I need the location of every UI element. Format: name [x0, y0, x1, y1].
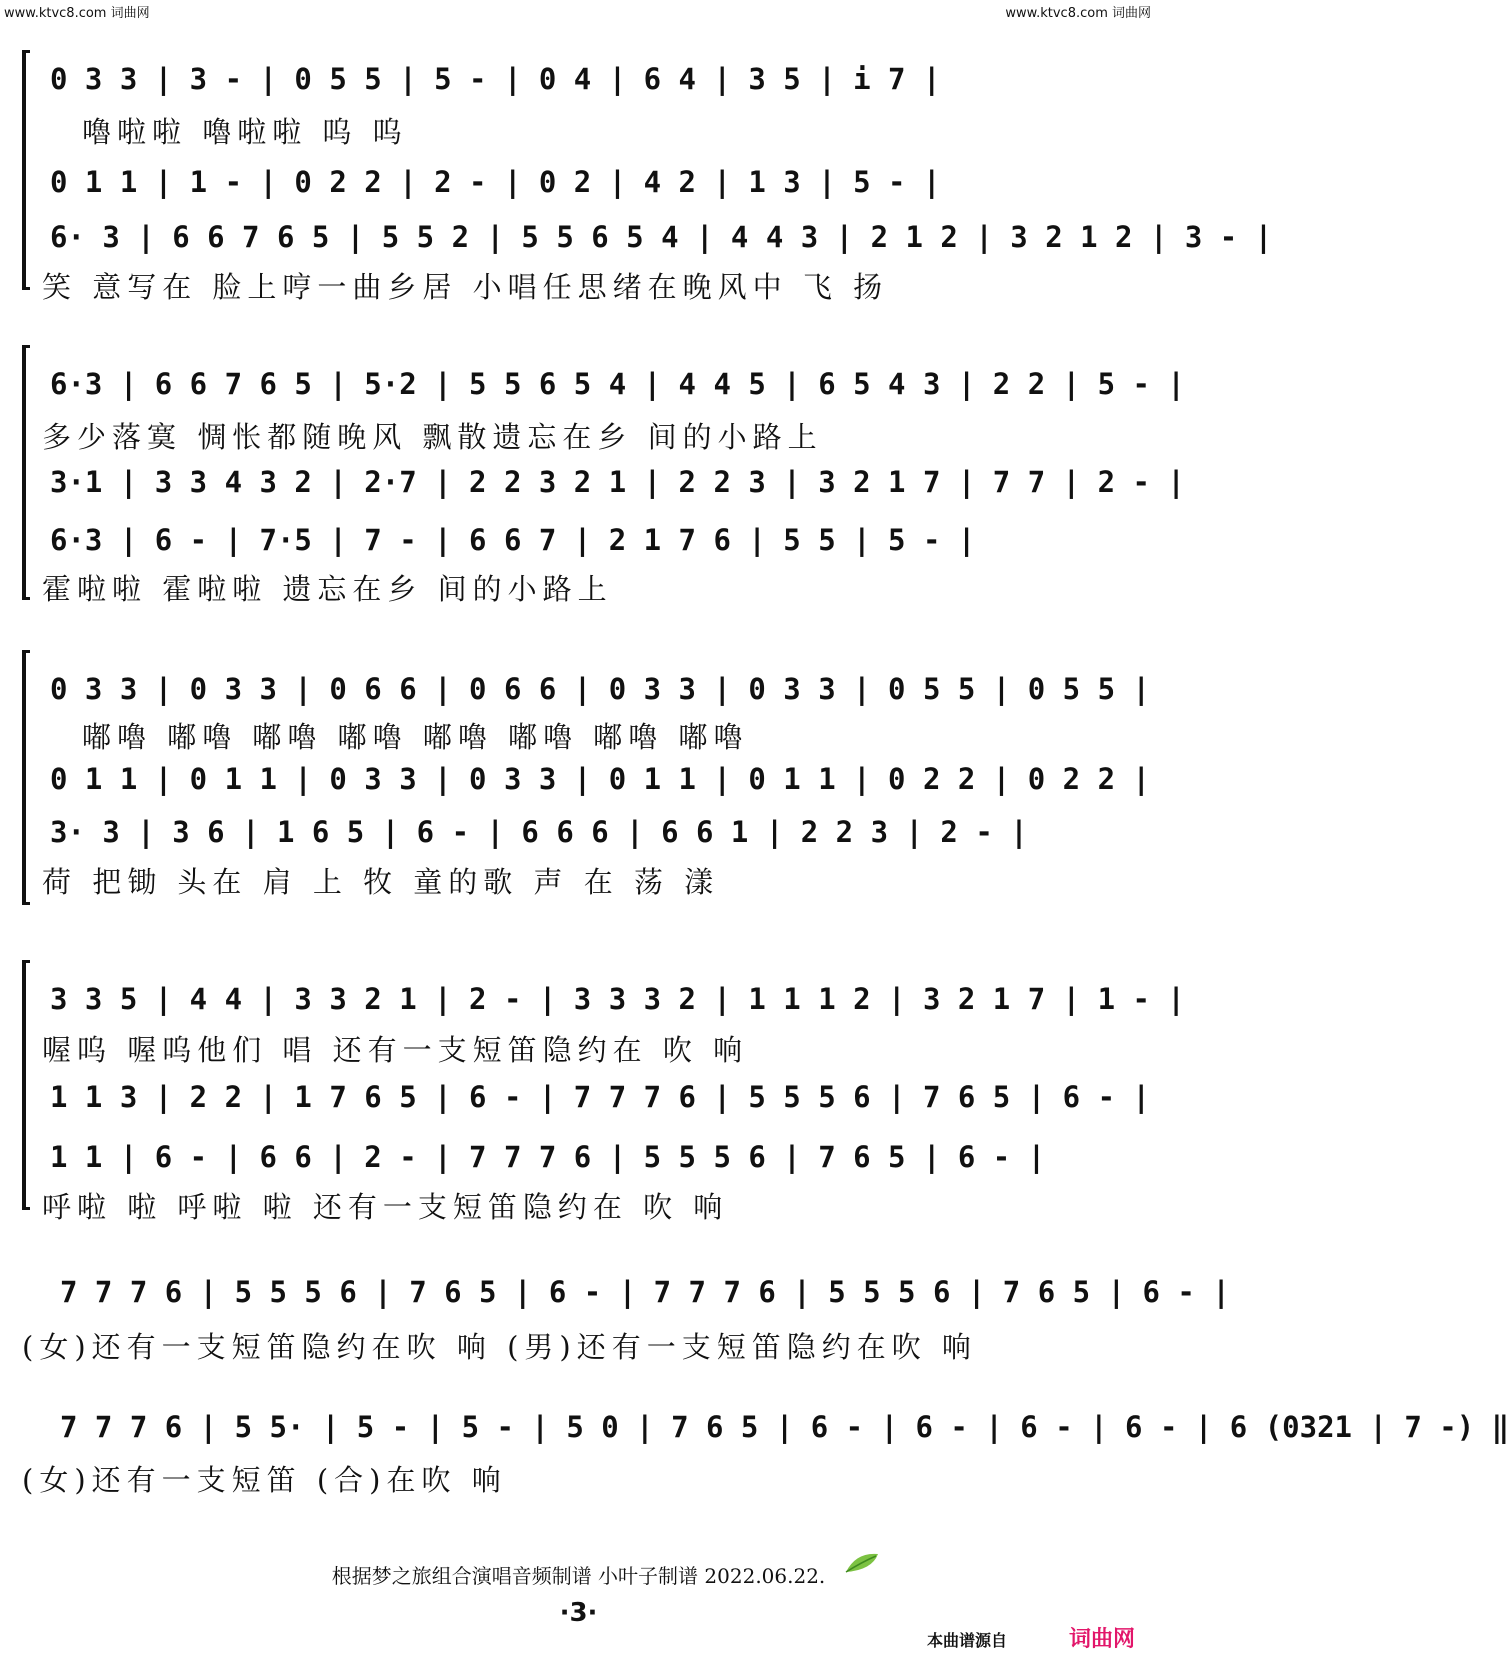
staff-row-2: [22, 1080, 1150, 1114]
lyric-row-2: [22, 860, 1142, 899]
staff-row-2: [22, 165, 1142, 199]
lyric-row-1: [22, 1028, 1142, 1067]
staff-row-1: [22, 982, 1185, 1016]
notes-line: 6·3 | 6 6 7 6 5 | 5·2 | 5 5 6 5 4 | 4 4 5 | 6 5 4 3 | 2 2 | 5 - |: [50, 367, 1185, 401]
staff-row-1: [22, 367, 1185, 401]
lyric-row-1: [22, 1458, 1142, 1497]
lyric-line: 喔呜 喔呜他们 唱 还有一支短笛隐约在 吹 响: [42, 1033, 749, 1067]
score-system-2: [22, 345, 1185, 615]
notes-line: 0 3 3 | 0 3 3 | 0 6 6 | 0 6 6 | 0 3 3 | 0 3 3 | 0 5 5 | 0 5 5 |: [50, 672, 1150, 706]
lyric-line: 霍啦啦 霍啦啦 遗忘在乡 间的小路上: [42, 572, 613, 606]
site-header-right[interactable]: www.ktvc8.com 词曲网: [1005, 6, 1151, 21]
notes-line: 7 7 7 6 | 5 5 5 6 | 7 6 5 | 6 - | 7 7 7 6 | 5 5 5 6 | 7 6 5 | 6 - |: [60, 1275, 1230, 1309]
lyric-row-1: [22, 1325, 1142, 1364]
source-label: 本曲谱源自: [926, 1631, 1007, 1650]
notes-line: 0 3 3 | 3 - | 0 5 5 | 5 - | 0 4 | 6 4 | 3 5 | i 7 |: [50, 62, 941, 96]
staff-row-1: [22, 62, 1142, 96]
lyric-line: 嘟嚕 嘟嚕 嘟嚕 嘟嚕 嘟嚕 嘟嚕 嘟嚕 嘟嚕: [82, 720, 749, 754]
page-number: ·3·: [559, 1598, 598, 1628]
staff-row-3: [22, 220, 1273, 254]
lyric-row-2: [22, 567, 1142, 606]
notes-line: 3·1 | 3 3 4 3 2 | 2·7 | 2 2 3 2 1 | 2 2 3 | 3 2 1 7 | 7 7 | 2 - |: [50, 465, 1185, 499]
score-system-6: [22, 1390, 1509, 1510]
notes-line: 3 3 5 | 4 4 | 3 3 2 1 | 2 - | 3 3 3 2 | 1 1 1 2 | 3 2 1 7 | 1 - |: [50, 982, 1185, 1016]
staff-row-1: [22, 672, 1150, 706]
leaf-icon: [842, 1550, 882, 1576]
notes-line: 3· 3 | 3 6 | 1 6 5 | 6 - | 6 6 6 | 6 6 1 | 2 2 3 | 2 - |: [50, 815, 1028, 849]
notes-line: 0 1 1 | 0 1 1 | 0 3 3 | 0 3 3 | 0 1 1 | 0 1 1 | 0 2 2 | 0 2 2 |: [50, 762, 1150, 796]
lyric-line: 呼啦 啦 呼啦 啦 还有一支短笛隐约在 吹 响: [42, 1190, 729, 1224]
staff-row-1: [22, 1275, 1230, 1309]
credit-line: 根据梦之旅组合演唱音频制谱 小叶子制谱 2022.06.22.: [331, 1564, 826, 1588]
lyric-line: (女)还有一支短笛 (合)在吹 响: [22, 1463, 507, 1497]
notes-line: 0 1 1 | 1 - | 0 2 2 | 2 - | 0 2 | 4 2 | 1 3 | 5 - |: [50, 165, 941, 199]
notes-line: 6· 3 | 6 6 7 6 5 | 5 5 2 | 5 5 6 5 4 | 4 4 3 | 2 1 2 | 3 2 1 2 | 3 - |: [50, 220, 1273, 254]
lyric-row-1: [22, 110, 1142, 149]
staff-row-3: [22, 1140, 1142, 1174]
site-header-left[interactable]: www.ktvc8.com 词曲网: [4, 6, 150, 21]
score-system-4: [22, 960, 1185, 1224]
lyric-row-2: [22, 1185, 1142, 1224]
lyric-row-2: [22, 265, 1142, 304]
staff-row-3: [22, 523, 1142, 557]
staff-row-2: [22, 465, 1185, 499]
lyric-line: 笑 意写在 脸上哼一曲乡居 小唱任思绪在晚风中 飞 扬: [42, 270, 889, 304]
staff-row-1: [22, 1410, 1509, 1444]
score-system-3: [22, 650, 1150, 920]
lyric-row-1: [22, 415, 1142, 454]
staff-row-3: [22, 815, 1142, 849]
site-logo[interactable]: 词曲网: [1068, 1627, 1135, 1652]
lyric-line: 嚕啦啦 嚕啦啦 呜 呜: [82, 115, 408, 149]
lyric-line: (女)还有一支短笛隐约在吹 响 (男)还有一支短笛隐约在吹 响: [22, 1330, 977, 1364]
notes-line: 1 1 | 6 - | 6 6 | 2 - | 7 7 7 6 | 5 5 5 6 | 7 6 5 | 6 - |: [50, 1140, 1046, 1174]
staff-row-2: [22, 762, 1150, 796]
lyric-row-1: [22, 715, 1142, 754]
notes-line: 6·3 | 6 - | 7·5 | 7 - | 6 6 7 | 2 1 7 6 | 5 5 | 5 - |: [50, 523, 976, 557]
score-system-5: [22, 1255, 1230, 1365]
lyric-line: 多少落寞 惆怅都随晚风 飘散遗忘在乡 间的小路上: [42, 420, 823, 454]
score-system-1: [22, 40, 1273, 304]
notes-line: 1 1 3 | 2 2 | 1 7 6 5 | 6 - | 7 7 7 6 | 5 5 5 6 | 7 6 5 | 6 - |: [50, 1080, 1150, 1114]
notes-line: 7 7 7 6 | 5 5· | 5 - | 5 - | 5 0 | 7 6 5 | 6 - | 6 - | 6 - | 6 - | 6 (0321 | 7 -) ‖: [60, 1410, 1509, 1444]
lyric-line: 荷 把锄 头在 肩 上 牧 童的歌 声 在 荡 漾: [42, 865, 720, 899]
